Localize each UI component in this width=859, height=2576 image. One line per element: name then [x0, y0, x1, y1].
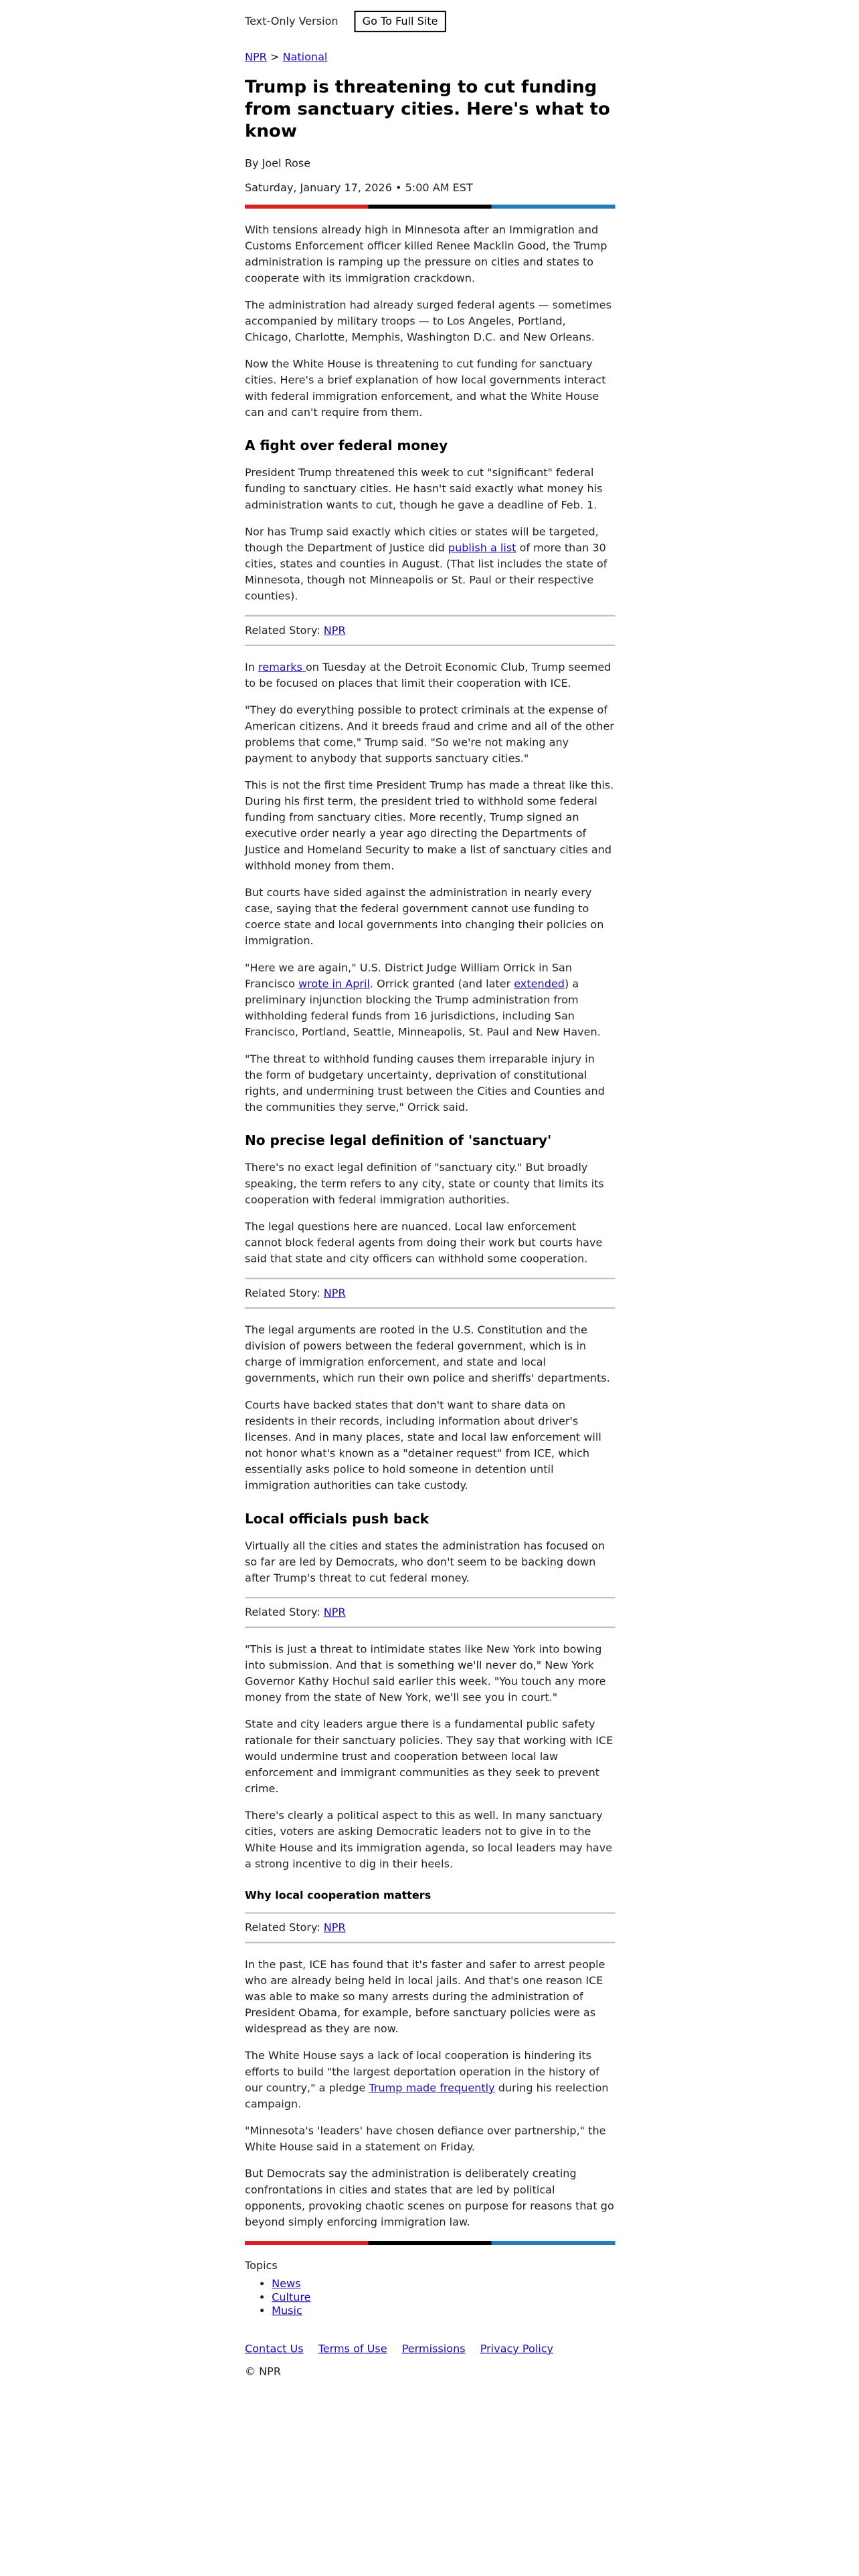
related-story-link[interactable]: NPR: [323, 1606, 346, 1619]
paragraph: "This is just a threat to intimidate states like New York into bowing into submission. And that is something we'll never do," New York Governor Kathy Hochul said earlier this week. "You touch any more money from the state of New York, we'll see you in court.": [245, 1642, 606, 1704]
related-story-link[interactable]: NPR: [323, 1921, 346, 1934]
paragraph: The legal arguments are rooted in the U.S. Constitution and the division of powers between the federal government, which is in charge of immigration enforcement, and state and local governments, which run their own police and sheriffs' departments.: [245, 1323, 610, 1385]
paragraph-text: on Tuesday at the Detroit Economic Club, Trump seemed to be focused on places that limit their cooperation with ICE.: [245, 660, 611, 690]
related-story: [245, 1278, 615, 1309]
paragraph-text: "Here we are again," U.S. District Judge William Orrick in San Francisco: [245, 961, 573, 990]
paragraph: Courts have backed states that don't want to share data on residents in their records, including information about driver's licenses. And in many places, state and local law enforcement will not honor what's known as a "detainer request" from ICE, which essentially asks police to hold someone in detention until immigration authorities can take custody.: [245, 1398, 601, 1492]
related-story-label: Related Story:: [245, 1921, 320, 1934]
section-heading: A fight over federal money: [245, 437, 448, 454]
terms-of-use-link[interactable]: Terms of Use: [318, 2342, 387, 2355]
topic-link-music[interactable]: Music: [272, 2304, 302, 2317]
paragraph: President Trump threatened this week to cut "significant" federal funding to sanctuary cities. He hasn't said exactly what money his administration wants to cut, though he gave a deadline of Feb. 1.: [245, 466, 603, 512]
permissions-link[interactable]: Permissions: [401, 2342, 466, 2355]
paragraph: But Democrats say the administration is deliberately creating confrontations in cities and states that are led by political opponents, provoking chaotic scenes on purpose for reasons that go beyond simply enforcing immigration law.: [245, 2167, 614, 2228]
paragraph-text: In: [245, 660, 259, 674]
paragraph-text: . Orrick granted (and later: [369, 977, 514, 990]
paragraph: But courts have sided against the administration in nearly every case, saying that the federal government cannot use funding to coerce state and local governments into changing their policies on immigration.: [245, 885, 604, 948]
paragraph: Now the White House is threatening to cut funding for sanctuary cities. Here's a brief explanation of how local governments interact with federal immigration enforcement, and what the White House can and can't require from them.: [245, 357, 606, 419]
paragraph: There's clearly a political aspect to this as well. In many sanctuary cities, voters are asking Democratic leaders not to give in to the White House and its immigration agenda, so local leaders may have a strong incentive to dig in their heels.: [245, 1809, 613, 1870]
paragraph: This is not the first time President Trump has made a threat like this. During his first term, the president tried to withhold some federal funding from sanctuary cities. More recently, Trump signed an executive order nearly a year ago directing the Departments of Justice and Homeland Security to make a list of sanctuary cities and withhold money from them.: [245, 778, 614, 872]
paragraph: Virtually all the cities and states the administration has focused on so far are led by Democrats, who don't seem to be backing down after Trump's threat to cut federal money.: [245, 1539, 605, 1585]
paragraph: "They do everything possible to protect criminals at the expense of American citizens. And it breeds fraud and crime and all of the other problems that come," Trump said. "So we're not making any payment to anybody that supports sanctuary cities.": [245, 704, 614, 765]
paragraph-text: The White House says a lack of local cooperation is hindering its efforts to build "the largest deportation operation in the history of our country," a pledge: [245, 2049, 599, 2095]
topic-item: [272, 2277, 615, 2290]
topic-item: [272, 2290, 615, 2304]
breadcrumb-home-link[interactable]: NPR: [245, 50, 267, 64]
paragraph: State and city leaders argue there is a fundamental public safety rationale for their sanctuary policies. They say that working with ICE would undermine trust and cooperation between local law enforcement and immigrant communities as they seek to prevent crime.: [245, 1717, 613, 1796]
extended-link[interactable]: extended: [514, 977, 565, 990]
related-story: [245, 1913, 615, 1943]
article-title: Trump is threatening to cut funding from sanctuary cities. Here's what to know: [245, 77, 610, 142]
paragraph: There's no exact legal definition of "sanctuary city." But broadly speaking, the term refers to any city, state or county that limits its cooperation with federal immigration authorities.: [245, 1161, 604, 1206]
copyright: © NPR: [245, 2365, 281, 2378]
paragraph: In the past, ICE has found that it's faster and safer to arrest people who are already being held in local jails. And that's one reason ICE was able to make so many arrests during the administration of President Obama, for example, before sanctuary policies were as widespread as they are now.: [245, 1957, 605, 2036]
footer-links: [245, 2341, 615, 2356]
related-story-link[interactable]: NPR: [323, 1286, 346, 1299]
related-story-label: Related Story:: [245, 1286, 320, 1299]
paragraph-text: of more than 30 cities, states and counties in August. (That list includes the state of Minnesota, though not Minneapolis or St. Paul or their respective counties).: [245, 541, 607, 603]
page-container: [245, 0, 615, 2379]
top-bar: [245, 11, 615, 32]
text-only-label: Text-Only Version: [245, 15, 339, 28]
trump-made-frequently-link[interactable]: Trump made frequently: [369, 2081, 495, 2095]
paragraph: [245, 659, 615, 691]
breadcrumb: [245, 49, 615, 64]
topic-link-news[interactable]: News: [272, 2277, 301, 2290]
related-story-label: Related Story:: [245, 623, 320, 637]
remarks-link[interactable]: remarks: [258, 660, 306, 674]
related-story: [245, 1597, 615, 1628]
privacy-policy-link[interactable]: Privacy Policy: [480, 2342, 554, 2355]
article-byline: By Joel Rose: [245, 156, 311, 170]
paragraph: [245, 2048, 615, 2112]
go-to-full-site-button[interactable]: Go To Full Site: [355, 11, 446, 32]
color-divider: [245, 2241, 615, 2245]
color-divider: [245, 205, 615, 209]
wrote-in-april-link[interactable]: wrote in April: [298, 977, 370, 990]
paragraph: [245, 960, 615, 1040]
paragraph: The legal questions here are nuanced. Local law enforcement cannot block federal agents from doing their work but courts have said that state and city officers can withhold some cooperation.: [245, 1220, 603, 1265]
topics-list: [245, 2277, 615, 2317]
paragraph: "Minnesota's 'leaders' have chosen defiance over partnership," the White House said in a statement on Friday.: [245, 2124, 606, 2153]
related-story: [245, 615, 615, 646]
breadcrumb-section-link[interactable]: National: [282, 50, 328, 64]
section-heading: Local officials push back: [245, 1510, 430, 1527]
paragraph: "The threat to withhold funding causes them irreparable injury in the form of budgetary uncertainty, deprivation of constitutional rights, and undermining trust between the Cities and Counties and the communities they serve," Orrick said.: [245, 1052, 605, 1113]
article-body: [245, 222, 615, 2230]
contact-us-link[interactable]: Contact Us: [245, 2342, 304, 2355]
paragraph: [245, 524, 615, 604]
paragraph: With tensions already high in Minnesota after an Immigration and Customs Enforcement officer killed Renee Macklin Good, the Trump administration is ramping up the pressure on cities and states to cooperate with its immigration crackdown.: [245, 223, 607, 285]
subsection-heading: Why local cooperation matters: [245, 1889, 432, 1902]
topic-item: [272, 2304, 615, 2317]
section-heading: No precise legal definition of 'sanctuary': [245, 1132, 552, 1149]
topics-heading: Topics: [245, 2259, 278, 2272]
publish-list-link[interactable]: publish a list: [448, 541, 516, 554]
paragraph-text: Nor has Trump said exactly which cities or states will be targeted, though the Department of Justice did: [245, 525, 599, 554]
paragraph-text: ) a preliminary injunction blocking the Trump administration from withholding federal funds from 16 jurisdictions, including San Francisco, Portland, Seattle, Minneapolis, St. Paul and New Haven.: [245, 977, 601, 1039]
breadcrumb-separator: >: [270, 50, 280, 64]
related-story-label: Related Story:: [245, 1606, 320, 1619]
topic-link-culture[interactable]: Culture: [272, 2290, 311, 2304]
related-story-link[interactable]: NPR: [323, 623, 346, 637]
article-dateline: Saturday, January 17, 2026 • 5:00 AM EST: [245, 181, 473, 194]
paragraph: The administration had already surged federal agents — sometimes accompanied by military troops — to Los Angeles, Portland, Chicago, Charlotte, Memphis, Washington D.C. and New Orleans.: [245, 298, 611, 344]
paragraph-text: during his reelection campaign.: [245, 2081, 609, 2111]
